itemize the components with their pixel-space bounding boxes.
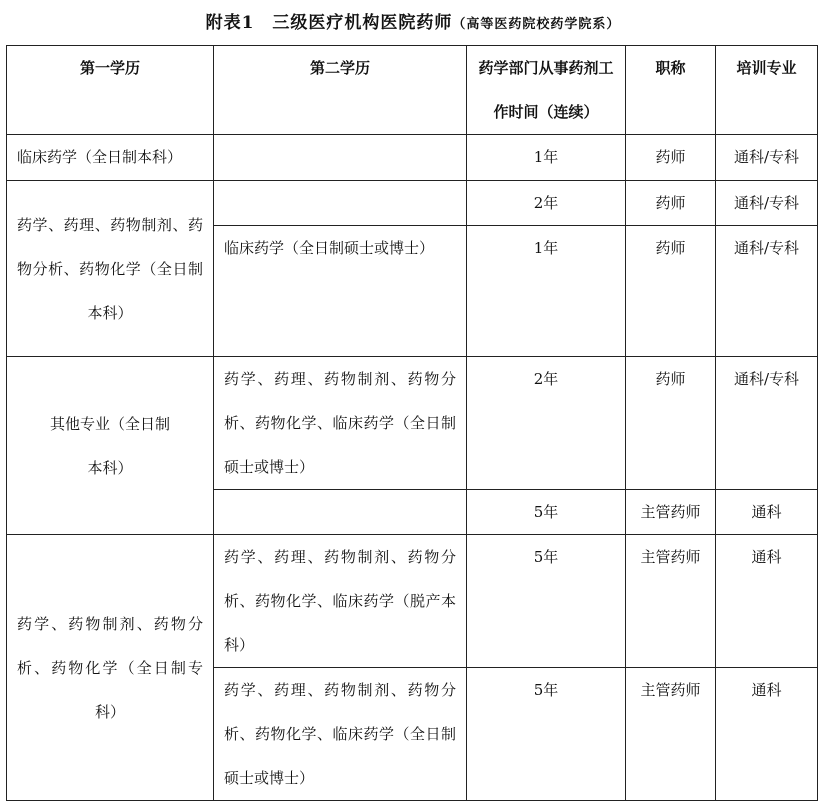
header-major: 培训专业	[716, 46, 818, 135]
header-work-years: 药学部门从事药剂工作时间（连续）	[467, 46, 626, 135]
work-years-cell: 5年	[467, 535, 626, 668]
major-cell: 通科/专科	[716, 181, 818, 226]
major-cell: 通科	[716, 490, 818, 535]
title-cell: 药师	[626, 226, 716, 357]
major-cell: 通科	[716, 668, 818, 801]
title-cell: 药师	[626, 135, 716, 181]
first-degree-cell: 临床药学（全日制本科）	[7, 135, 214, 181]
title-cell: 主管药师	[626, 535, 716, 668]
qualification-table	[6, 45, 818, 801]
title-cell: 主管药师	[626, 668, 716, 801]
second-degree-cell: 临床药学（全日制硕士或博士）	[214, 226, 467, 357]
major-cell: 通科/专科	[716, 135, 818, 181]
second-degree-cell: 药学、药理、药物制剂、药物分析、药物化学、临床药学（全日制硕士或博士）	[214, 668, 467, 801]
header-first-degree: 第一学历	[7, 46, 214, 135]
major-cell: 通科/专科	[716, 357, 818, 490]
title-cell: 药师	[626, 181, 716, 226]
second-degree-cell	[214, 135, 467, 181]
table-row	[7, 135, 818, 181]
work-years-cell: 5年	[467, 668, 626, 801]
work-years-cell: 1年	[467, 135, 626, 181]
header-title: 职称	[626, 46, 716, 135]
major-cell: 通科/专科	[716, 226, 818, 357]
first-degree-cell: 其他专业（全日制本科）	[7, 357, 214, 535]
second-degree-cell: 药学、药理、药物制剂、药物分析、药物化学、临床药学（全日制硕士或博士）	[214, 357, 467, 490]
work-years-cell: 2年	[467, 181, 626, 226]
header-second-degree: 第二学历	[214, 46, 467, 135]
table-row	[7, 181, 818, 226]
header-row	[7, 46, 818, 135]
second-degree-cell	[214, 181, 467, 226]
title-cell: 药师	[626, 357, 716, 490]
work-years-cell: 5年	[467, 490, 626, 535]
second-degree-cell: 药学、药理、药物制剂、药物分析、药物化学、临床药学（脱产本科）	[214, 535, 467, 668]
table-row	[7, 535, 818, 668]
table-title	[0, 8, 826, 38]
title-cell: 主管药师	[626, 490, 716, 535]
second-degree-cell	[214, 490, 467, 535]
major-cell: 通科	[716, 535, 818, 668]
work-years-cell: 2年	[467, 357, 626, 490]
work-years-cell: 1年	[467, 226, 626, 357]
first-degree-cell: 药学、药物制剂、药物分析、药物化学（全日制专科）	[7, 535, 214, 801]
table-title-sub: （高等医药院校药学院系）	[452, 17, 621, 32]
first-degree-cell: 药学、药理、药物制剂、药物分析、药物化学（全日制本科）	[7, 181, 214, 357]
table-title-main: 附表1 三级医疗机构医院药师	[205, 13, 453, 33]
table-row	[7, 357, 818, 490]
